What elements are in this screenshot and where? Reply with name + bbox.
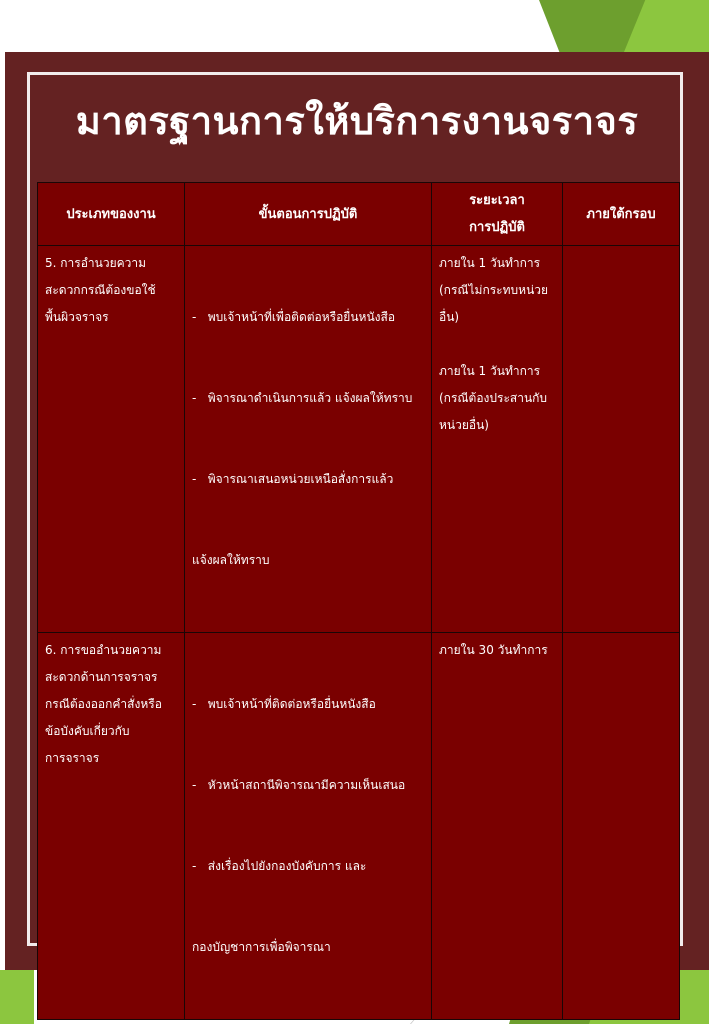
header-procedure: ขั้นตอนการปฏิบัติ	[185, 183, 432, 246]
page-title: มาตรฐานการให้บริการงานจราจร	[75, 99, 639, 143]
cell-framework	[563, 633, 680, 1020]
procedure-step: แจ้งผลให้ทราบ	[192, 553, 270, 567]
table-row	[38, 246, 680, 633]
table-row	[38, 633, 680, 1020]
table-header-row	[38, 183, 680, 246]
duration-line: หน่วยอื่น)	[439, 418, 489, 432]
procedure-step: - พิจารณาเสนอหน่วยเหนือสั่งการแล้ว	[192, 472, 394, 486]
procedure-step: กองบัญชาการเพื่อพิจารณา	[192, 940, 331, 954]
work-type-line: การจราจร	[45, 751, 100, 765]
work-type-line: กรณีต้องออกคำสั่งหรือ	[45, 697, 162, 711]
duration-line: ภายใน 1 วันทำการ	[439, 256, 541, 270]
cell-work-type	[38, 246, 185, 633]
procedure-step: - ส่งเรื่องไปยังกองบังคับการ และ	[192, 859, 367, 873]
work-type-line: สะดวกกรณีต้องขอใช้	[45, 283, 156, 297]
work-type-line: ข้อบังคับเกี่ยวกับ	[45, 724, 130, 738]
cell-duration	[432, 246, 563, 633]
cell-procedure	[185, 633, 432, 1020]
decor-green-bottom-left	[0, 970, 34, 1024]
procedure-step: - พบเจ้าหน้าที่ติดต่อหรือยื่นหนังสือ	[192, 697, 376, 711]
cell-framework	[563, 246, 680, 633]
header-framework: ภายใต้กรอบ	[563, 183, 680, 246]
cell-work-type	[38, 633, 185, 1020]
work-type-line: 6. การขออำนวยความ	[45, 643, 162, 657]
duration-line: (กรณีต้องประสานกับ	[439, 391, 548, 405]
procedure-step: - พบเจ้าหน้าที่เพื่อติดต่อหรือยื่นหนังสือ	[192, 310, 396, 324]
service-standard-table	[37, 182, 680, 1020]
procedure-step: - พิจารณาดำเนินการแล้ว แจ้งผลให้ทราบ	[192, 391, 413, 405]
duration-line: (กรณีไม่กระทบหน่วย	[439, 283, 549, 297]
work-type-line: พื้นผิวจราจร	[45, 310, 109, 324]
procedure-step: - หัวหน้าสถานีพิจารณามีความเห็นเสนอ	[192, 778, 406, 792]
header-duration-line2: การปฏิบัติ	[469, 220, 525, 235]
work-type-line: สะดวกด้านการจราจร	[45, 670, 158, 684]
cell-duration	[432, 633, 563, 1020]
duration-spacer	[439, 331, 556, 358]
header-duration	[432, 183, 563, 246]
duration-line: ภายใน 30 วันทำการ	[439, 643, 548, 657]
header-work-type: ประเภทของงาน	[38, 183, 185, 246]
cell-procedure	[185, 246, 432, 633]
content-panel	[5, 52, 709, 970]
duration-line: ภายใน 1 วันทำการ	[439, 364, 541, 378]
duration-line: อื่น)	[439, 310, 460, 324]
header-duration-line1: ระยะเวลา	[469, 193, 525, 208]
work-type-line: 5. การอำนวยความ	[45, 256, 147, 270]
